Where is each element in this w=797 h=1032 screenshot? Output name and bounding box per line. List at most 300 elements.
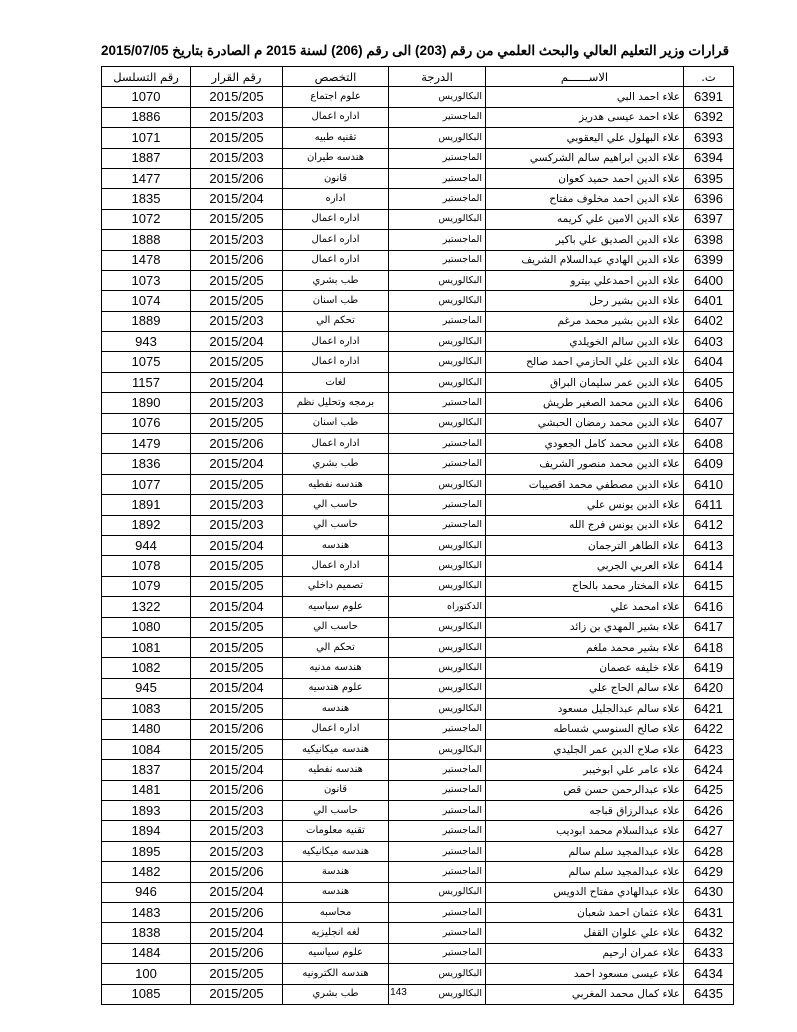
decision-number-cell: 2015/205 — [191, 291, 283, 311]
specialization-cell: اداره اعمال — [283, 352, 389, 372]
decision-number-cell: 2015/205 — [191, 87, 283, 107]
person-name-cell: علاء عمران ارحيم — [486, 943, 684, 963]
degree-cell: الماجستير — [389, 189, 486, 209]
degree-cell: البكالوريس — [389, 352, 486, 372]
degree-cell: الماجستير — [389, 393, 486, 413]
person-name-cell: علاء الدين الصديق علي باكير — [486, 230, 684, 250]
decision-number-cell: 2015/203 — [191, 495, 283, 515]
specialization-cell: هندسه طيران — [283, 148, 389, 168]
row-index-cell: 6403 — [684, 332, 734, 352]
degree-cell: البكالوريس — [389, 87, 486, 107]
decision-number-cell: 2015/204 — [191, 372, 283, 392]
row-index-cell: 6407 — [684, 413, 734, 433]
row-index-cell: 6404 — [684, 352, 734, 372]
serial-number-cell: 1838 — [102, 923, 191, 943]
row-index-cell: 6411 — [684, 495, 734, 515]
table-row — [102, 617, 734, 637]
person-name-cell: علاء علي علوان القفل — [486, 923, 684, 943]
table-row — [102, 148, 734, 168]
decision-number-cell: 2015/205 — [191, 556, 283, 576]
serial-number-cell: 1082 — [102, 658, 191, 678]
row-index-cell: 6398 — [684, 230, 734, 250]
serial-number-cell: 1481 — [102, 780, 191, 800]
specialization-cell: طب بشري — [283, 454, 389, 474]
serial-number-cell: 1484 — [102, 943, 191, 963]
specialization-cell: حاسب الي — [283, 515, 389, 535]
decision-number-cell: 2015/204 — [191, 535, 283, 555]
table-row — [102, 556, 734, 576]
serial-number-cell: 1888 — [102, 230, 191, 250]
degree-cell: البكالوريس — [389, 576, 486, 596]
table-row — [102, 903, 734, 923]
serial-number-cell: 1890 — [102, 393, 191, 413]
person-name-cell: علاء العربي الجربي — [486, 556, 684, 576]
column-header-decision-number: رقم القرار — [191, 67, 283, 87]
serial-number-cell: 1157 — [102, 372, 191, 392]
row-index-cell: 6412 — [684, 515, 734, 535]
table-header-row — [102, 67, 734, 87]
serial-number-cell: 1889 — [102, 311, 191, 331]
decision-number-cell: 2015/203 — [191, 148, 283, 168]
row-index-cell: 6425 — [684, 780, 734, 800]
row-index-cell: 6413 — [684, 535, 734, 555]
person-name-cell: علاء سالم عبدالجليل مسعود — [486, 699, 684, 719]
person-name-cell: علاء بشير محمد ملغم — [486, 637, 684, 657]
degree-cell: الماجستير — [389, 719, 486, 739]
decision-number-cell: 2015/206 — [191, 719, 283, 739]
table-row — [102, 434, 734, 454]
specialization-cell: هندسه نفطيه — [283, 474, 389, 494]
table-row — [102, 923, 734, 943]
decision-number-cell: 2015/204 — [191, 678, 283, 698]
table-row — [102, 168, 734, 188]
degree-cell: الماجستير — [389, 250, 486, 270]
decision-number-cell: 2015/203 — [191, 393, 283, 413]
serial-number-cell: 1077 — [102, 474, 191, 494]
serial-number-cell: 1072 — [102, 209, 191, 229]
specialization-cell: حاسب الي — [283, 617, 389, 637]
row-index-cell: 6393 — [684, 128, 734, 148]
decision-number-cell: 2015/203 — [191, 107, 283, 127]
degree-cell: البكالوريس — [389, 984, 486, 1004]
person-name-cell: علاء الدين احمد مخلوف مفتاح — [486, 189, 684, 209]
decision-number-cell: 2015/204 — [191, 454, 283, 474]
person-name-cell: علاء الدين بشير رحل — [486, 291, 684, 311]
serial-number-cell: 1075 — [102, 352, 191, 372]
row-index-cell: 6414 — [684, 556, 734, 576]
row-index-cell: 6406 — [684, 393, 734, 413]
specialization-cell: هندسه — [283, 535, 389, 555]
person-name-cell: علاء البهلول علي اليعقوبي — [486, 128, 684, 148]
row-index-cell: 6397 — [684, 209, 734, 229]
serial-number-cell: 1894 — [102, 821, 191, 841]
row-index-cell: 6434 — [684, 964, 734, 984]
degree-cell: البكالوريس — [389, 413, 486, 433]
serial-number-cell: 1482 — [102, 862, 191, 882]
serial-number-cell: 1477 — [102, 168, 191, 188]
specialization-cell: محاسبه — [283, 903, 389, 923]
row-index-cell: 6433 — [684, 943, 734, 963]
person-name-cell: علاء عبدالمجيد سلم سالم — [486, 862, 684, 882]
specialization-cell: هندسه ميكانيكيه — [283, 841, 389, 861]
table-row — [102, 230, 734, 250]
decision-number-cell: 2015/206 — [191, 168, 283, 188]
degree-cell: البكالوريس — [389, 128, 486, 148]
specialization-cell: اداره اعمال — [283, 250, 389, 270]
specialization-cell: هندسه مدنيه — [283, 658, 389, 678]
page-number: 143 — [390, 987, 407, 998]
serial-number-cell: 1081 — [102, 637, 191, 657]
row-index-cell: 6431 — [684, 903, 734, 923]
serial-number-cell: 1895 — [102, 841, 191, 861]
table-row — [102, 515, 734, 535]
specialization-cell: علوم اجتماع — [283, 87, 389, 107]
serial-number-cell: 1084 — [102, 739, 191, 759]
decision-number-cell: 2015/205 — [191, 699, 283, 719]
degree-cell: الماجستير — [389, 801, 486, 821]
decision-number-cell: 2015/205 — [191, 270, 283, 290]
row-index-cell: 6435 — [684, 984, 734, 1004]
table-row — [102, 658, 734, 678]
table-row — [102, 801, 734, 821]
specialization-cell: هندسة — [283, 862, 389, 882]
table-row — [102, 209, 734, 229]
degree-cell: البكالوريس — [389, 678, 486, 698]
specialization-cell: طب اسنان — [283, 413, 389, 433]
table-body — [102, 87, 734, 1005]
person-name-cell: علاء الدين الهادي عبدالسلام الشريف — [486, 250, 684, 270]
serial-number-cell: 945 — [102, 678, 191, 698]
person-name-cell: علاء عبدالمجيد سلم سالم — [486, 841, 684, 861]
person-name-cell: علاء الدين احمد حميد كعوان — [486, 168, 684, 188]
row-index-cell: 6391 — [684, 87, 734, 107]
decision-number-cell: 2015/205 — [191, 984, 283, 1004]
serial-number-cell: 1886 — [102, 107, 191, 127]
column-header-index: ت. — [684, 67, 734, 87]
degree-cell: الماجستير — [389, 862, 486, 882]
row-index-cell: 6394 — [684, 148, 734, 168]
degree-cell: البكالوريس — [389, 556, 486, 576]
row-index-cell: 6416 — [684, 597, 734, 617]
decision-number-cell: 2015/206 — [191, 250, 283, 270]
serial-number-cell: 100 — [102, 964, 191, 984]
table-row — [102, 270, 734, 290]
table-row — [102, 352, 734, 372]
table-row — [102, 535, 734, 555]
degree-cell: البكالوريس — [389, 964, 486, 984]
decision-number-cell: 2015/205 — [191, 413, 283, 433]
degree-cell: البكالوريس — [389, 291, 486, 311]
table-row — [102, 841, 734, 861]
column-header-name: الاســــــم — [486, 67, 684, 87]
specialization-cell: هندسه — [283, 699, 389, 719]
decision-number-cell: 2015/205 — [191, 128, 283, 148]
specialization-cell: تقنيه طبيه — [283, 128, 389, 148]
serial-number-cell: 1483 — [102, 903, 191, 923]
row-index-cell: 6405 — [684, 372, 734, 392]
row-index-cell: 6423 — [684, 739, 734, 759]
row-index-cell: 6418 — [684, 637, 734, 657]
serial-number-cell: 944 — [102, 535, 191, 555]
row-index-cell: 6426 — [684, 801, 734, 821]
degree-cell: البكالوريس — [389, 209, 486, 229]
degree-cell: الماجستير — [389, 311, 486, 331]
table-row — [102, 474, 734, 494]
person-name-cell: علاء صالح السنوسي شساطه — [486, 719, 684, 739]
degree-cell: الماجستير — [389, 841, 486, 861]
person-name-cell: علاء الدين احمدعلي بيترو — [486, 270, 684, 290]
table-row — [102, 311, 734, 331]
person-name-cell: علاء الدين عمر سليمان البراق — [486, 372, 684, 392]
row-index-cell: 6392 — [684, 107, 734, 127]
person-name-cell: علاء بشير المهدي بن زائد — [486, 617, 684, 637]
person-name-cell: علاء عبدالرحمن حسن قص — [486, 780, 684, 800]
specialization-cell: تحكم الي — [283, 311, 389, 331]
degree-cell: الماجستير — [389, 495, 486, 515]
serial-number-cell: 1479 — [102, 434, 191, 454]
person-name-cell: علاء عامر علي ابوخيبر — [486, 760, 684, 780]
degree-cell: البكالوريس — [389, 882, 486, 902]
row-index-cell: 6401 — [684, 291, 734, 311]
row-index-cell: 6410 — [684, 474, 734, 494]
decision-number-cell: 2015/203 — [191, 311, 283, 331]
table-row — [102, 597, 734, 617]
person-name-cell: علاء الدين علي الحازمي احمد صالح — [486, 352, 684, 372]
degree-cell: البكالوريس — [389, 739, 486, 759]
decision-number-cell: 2015/203 — [191, 841, 283, 861]
specialization-cell: برمجه وتحليل نظم — [283, 393, 389, 413]
degree-cell: البكالوريس — [389, 270, 486, 290]
serial-number-cell: 1892 — [102, 515, 191, 535]
table-row — [102, 107, 734, 127]
specialization-cell: طب بشري — [283, 984, 389, 1004]
person-name-cell: علاء احمد البي — [486, 87, 684, 107]
row-index-cell: 6402 — [684, 311, 734, 331]
person-name-cell: علاء امحمد علي — [486, 597, 684, 617]
degree-cell: الماجستير — [389, 903, 486, 923]
specialization-cell: اداره اعمال — [283, 556, 389, 576]
table-row — [102, 719, 734, 739]
degree-cell: البكالوريس — [389, 372, 486, 392]
person-name-cell: علاء الدين يونس علي — [486, 495, 684, 515]
specialization-cell: علوم هندسيه — [283, 678, 389, 698]
row-index-cell: 6432 — [684, 923, 734, 943]
specialization-cell: طب بشري — [283, 270, 389, 290]
person-name-cell: علاء عبدالرزاق قباجه — [486, 801, 684, 821]
serial-number-cell: 1891 — [102, 495, 191, 515]
table-row — [102, 189, 734, 209]
table-row — [102, 699, 734, 719]
table-row — [102, 332, 734, 352]
row-index-cell: 6400 — [684, 270, 734, 290]
degree-cell: البكالوريس — [389, 474, 486, 494]
row-index-cell: 6419 — [684, 658, 734, 678]
column-header-degree: الدرجة — [389, 67, 486, 87]
serial-number-cell: 1079 — [102, 576, 191, 596]
person-name-cell: علاء الدين بشير محمد مرغم — [486, 311, 684, 331]
serial-number-cell: 1083 — [102, 699, 191, 719]
decision-number-cell: 2015/206 — [191, 434, 283, 454]
decision-number-cell: 2015/205 — [191, 658, 283, 678]
specialization-cell: حاسب الي — [283, 801, 389, 821]
degree-cell: الماجستير — [389, 107, 486, 127]
specialization-cell: حاسب الي — [283, 495, 389, 515]
decision-number-cell: 2015/205 — [191, 964, 283, 984]
decision-number-cell: 2015/203 — [191, 230, 283, 250]
specialization-cell: قانون — [283, 168, 389, 188]
row-index-cell: 6421 — [684, 699, 734, 719]
table-row — [102, 862, 734, 882]
row-index-cell: 6422 — [684, 719, 734, 739]
row-index-cell: 6396 — [684, 189, 734, 209]
person-name-cell: علاء عيسى مسعود احمد — [486, 964, 684, 984]
serial-number-cell: 1070 — [102, 87, 191, 107]
table-row — [102, 291, 734, 311]
person-name-cell: علاء الدين مصطفي محمد اقصيبات — [486, 474, 684, 494]
person-name-cell: علاء الدين يونس فرج الله — [486, 515, 684, 535]
degree-cell: الماجستير — [389, 230, 486, 250]
person-name-cell: علاء الطاهر الترجمان — [486, 535, 684, 555]
degree-cell: الماجستير — [389, 780, 486, 800]
table-row — [102, 576, 734, 596]
table-row — [102, 413, 734, 433]
decision-number-cell: 2015/205 — [191, 617, 283, 637]
degree-cell: البكالوريس — [389, 332, 486, 352]
table-row — [102, 128, 734, 148]
degree-cell: الماجستير — [389, 923, 486, 943]
decision-number-cell: 2015/204 — [191, 760, 283, 780]
person-name-cell: علاء عثمان احمد شعبان — [486, 903, 684, 923]
specialization-cell: قانون — [283, 780, 389, 800]
specialization-cell: علوم سياسيه — [283, 943, 389, 963]
results-table — [101, 66, 734, 1005]
serial-number-cell: 1893 — [102, 801, 191, 821]
row-index-cell: 6409 — [684, 454, 734, 474]
degree-cell: الماجستير — [389, 434, 486, 454]
specialization-cell: اداره — [283, 189, 389, 209]
table-row — [102, 882, 734, 902]
specialization-cell: اداره اعمال — [283, 434, 389, 454]
serial-number-cell: 1078 — [102, 556, 191, 576]
table-row — [102, 454, 734, 474]
degree-cell: البكالوريس — [389, 637, 486, 657]
degree-cell: الماجستير — [389, 760, 486, 780]
person-name-cell: علاء الدين محمد الصغير طريش — [486, 393, 684, 413]
person-name-cell: علاء صلاح الدين عمر الجليدي — [486, 739, 684, 759]
person-name-cell: علاء عبدالسلام محمد ابوديب — [486, 821, 684, 841]
decision-number-cell: 2015/204 — [191, 882, 283, 902]
specialization-cell: لغات — [283, 372, 389, 392]
serial-number-cell: 1073 — [102, 270, 191, 290]
serial-number-cell: 1480 — [102, 719, 191, 739]
table-row — [102, 739, 734, 759]
specialization-cell: طب اسنان — [283, 291, 389, 311]
decision-number-cell: 2015/205 — [191, 739, 283, 759]
person-name-cell: علاء عبدالهادي مفتاح الدويس — [486, 882, 684, 902]
decision-number-cell: 2015/205 — [191, 576, 283, 596]
table-row — [102, 637, 734, 657]
decision-number-cell: 2015/203 — [191, 821, 283, 841]
specialization-cell: هندسه — [283, 882, 389, 902]
row-index-cell: 6429 — [684, 862, 734, 882]
row-index-cell: 6395 — [684, 168, 734, 188]
specialization-cell: اداره اعمال — [283, 719, 389, 739]
table-row — [102, 372, 734, 392]
row-index-cell: 6424 — [684, 760, 734, 780]
serial-number-cell: 1071 — [102, 128, 191, 148]
degree-cell: الماجستير — [389, 168, 486, 188]
person-name-cell: علاء الدين الامين علي كريمه — [486, 209, 684, 229]
decision-number-cell: 2015/205 — [191, 352, 283, 372]
decision-number-cell: 2015/206 — [191, 903, 283, 923]
row-index-cell: 6415 — [684, 576, 734, 596]
degree-cell: البكالوريس — [389, 699, 486, 719]
column-header-serial-number: رقم التسلسل — [102, 67, 191, 87]
degree-cell: الماجستير — [389, 148, 486, 168]
column-header-specialization: التخصص — [283, 67, 389, 87]
serial-number-cell: 943 — [102, 332, 191, 352]
table-row — [102, 964, 734, 984]
degree-cell: البكالوريس — [389, 617, 486, 637]
person-name-cell: علاء المختار محمد بالحاج — [486, 576, 684, 596]
table-row — [102, 87, 734, 107]
serial-number-cell: 1322 — [102, 597, 191, 617]
person-name-cell: علاء خليفه عصمان — [486, 658, 684, 678]
serial-number-cell: 1080 — [102, 617, 191, 637]
table-row — [102, 250, 734, 270]
table-row — [102, 943, 734, 963]
decision-number-cell: 2015/206 — [191, 943, 283, 963]
person-name-cell: علاء الدين محمد منصور الشريف — [486, 454, 684, 474]
person-name-cell: علاء الدين ابراهيم سالم الشركسي — [486, 148, 684, 168]
serial-number-cell: 1074 — [102, 291, 191, 311]
specialization-cell: اداره اعمال — [283, 209, 389, 229]
table-row — [102, 780, 734, 800]
person-name-cell: علاء احمد عيسى هدريز — [486, 107, 684, 127]
person-name-cell: علاء كمال محمد المغربي — [486, 984, 684, 1004]
row-index-cell: 6428 — [684, 841, 734, 861]
table-row — [102, 495, 734, 515]
table-row — [102, 393, 734, 413]
serial-number-cell: 946 — [102, 882, 191, 902]
serial-number-cell: 1887 — [102, 148, 191, 168]
decision-number-cell: 2015/205 — [191, 209, 283, 229]
row-index-cell: 6408 — [684, 434, 734, 454]
specialization-cell: هندسه الكترونيه — [283, 964, 389, 984]
row-index-cell: 6417 — [684, 617, 734, 637]
person-name-cell: علاء الدين محمد كامل الجعودي — [486, 434, 684, 454]
specialization-cell: هندسه ميكانيكيه — [283, 739, 389, 759]
table-row — [102, 760, 734, 780]
specialization-cell: تحكم الي — [283, 637, 389, 657]
serial-number-cell: 1835 — [102, 189, 191, 209]
decision-number-cell: 2015/206 — [191, 780, 283, 800]
specialization-cell: اداره اعمال — [283, 230, 389, 250]
degree-cell: البكالوريس — [389, 658, 486, 678]
decision-number-cell: 2015/204 — [191, 332, 283, 352]
decision-number-cell: 2015/203 — [191, 515, 283, 535]
decision-number-cell: 2015/205 — [191, 637, 283, 657]
serial-number-cell: 1478 — [102, 250, 191, 270]
degree-cell: الماجستير — [389, 821, 486, 841]
degree-cell: الدكتوراه — [389, 597, 486, 617]
page-title: قرارات وزير التعليم العالي والبحث العلمي من رقم (203) الى رقم (206) لسنة 2015 م الصادرة بتاريخ 2015/07/05 — [100, 43, 730, 58]
decision-number-cell: 2015/205 — [191, 474, 283, 494]
row-index-cell: 6420 — [684, 678, 734, 698]
specialization-cell: اداره اعمال — [283, 107, 389, 127]
row-index-cell: 6399 — [684, 250, 734, 270]
serial-number-cell: 1085 — [102, 984, 191, 1004]
